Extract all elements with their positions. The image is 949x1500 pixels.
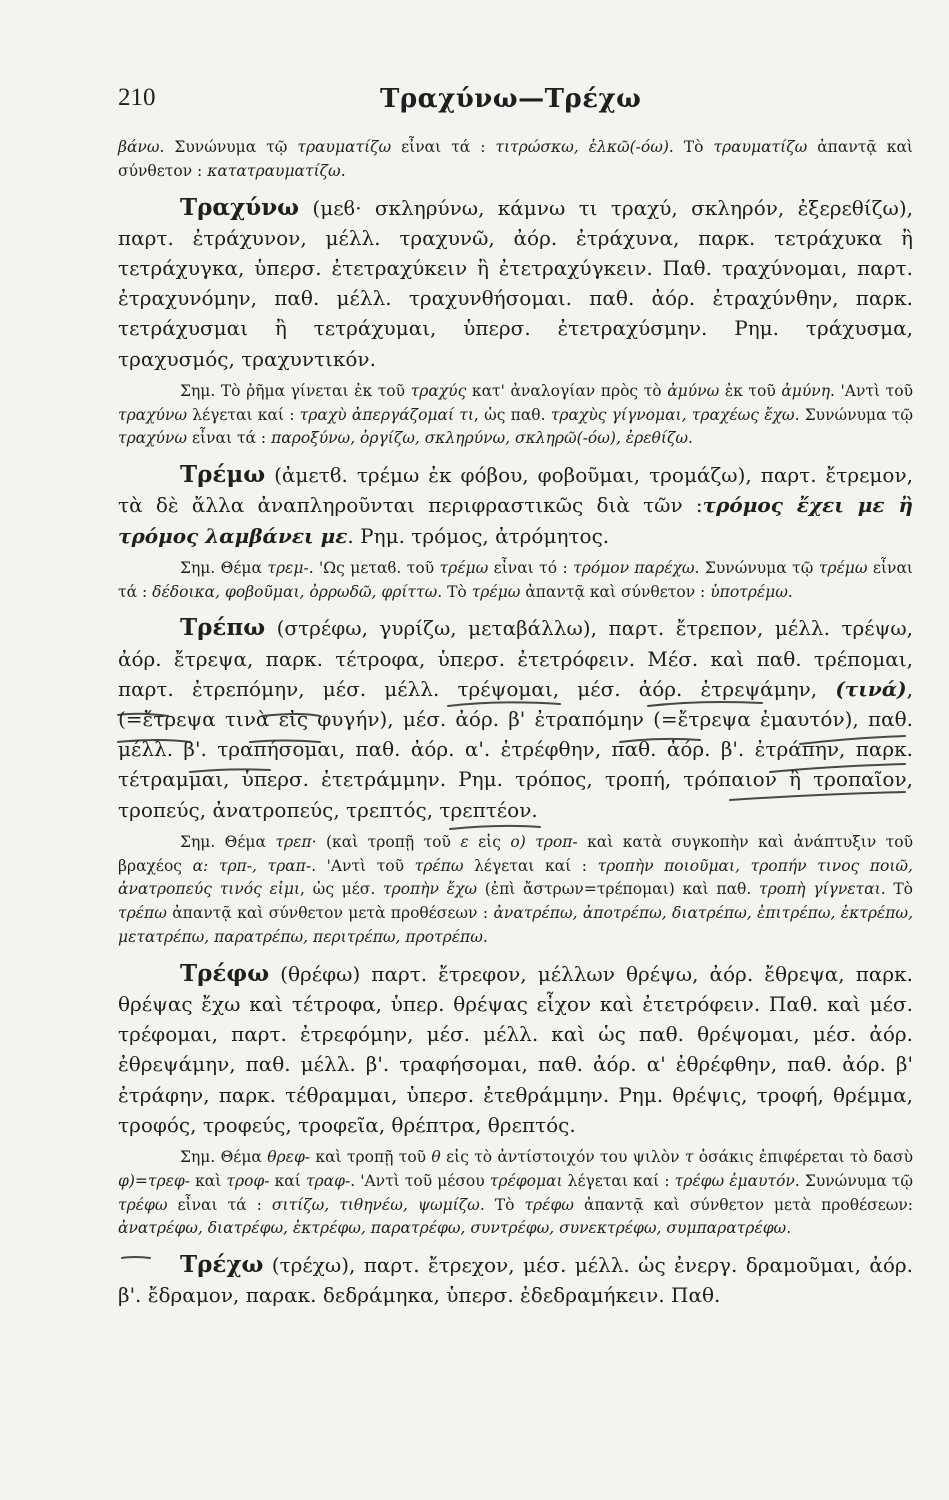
entry-text: τραχὺς γίγνομαι, τραχέως ἔχω [550, 405, 795, 424]
page-number: 210 [118, 84, 156, 111]
entry-text: λέγεται καί : [187, 405, 300, 424]
headword: Τρέπω [180, 614, 266, 642]
entry-text: (ἐπὶ ἄστρων=τρέπομαι) καὶ παθ. [477, 880, 760, 899]
entry-text: λέγεται καί : [463, 856, 598, 875]
entry-text: τιτρώσκω, ἑλκῶ(-όω) [495, 138, 669, 156]
entry-text: τρέπω [118, 904, 167, 923]
entry-text: εἶναι τά : [118, 558, 913, 601]
entry-note [118, 831, 913, 950]
entry-text: τροπὴ γίγνεται [759, 880, 881, 899]
entry-text: Σημ. Θέμα [180, 558, 268, 577]
entry-text: . Συνώνυμα τῷ [159, 138, 298, 156]
headword: Τρέχω [180, 1251, 264, 1279]
entry-text: εἰς [468, 832, 511, 851]
entry-text: . Συνώνυμα τῷ [794, 1171, 914, 1190]
entry-text: εἶναι τά : [167, 1195, 272, 1214]
entry-text: καὶ κατὰ συγκοπὴν καὶ ἀνάπτυξιν τοῦ βραχέος [118, 832, 914, 875]
entry-text: . 'Αντὶ τοῦ μέσου [350, 1171, 490, 1190]
entry-text: τρόμος ἔχει με ἢ τρόμος λαμβάνει με [118, 493, 913, 548]
entry-text: κατ' ἀναλογίαν πρὸς τὸ [466, 381, 668, 400]
entry-text: τ [684, 1148, 694, 1167]
entry-text: τροπὴν ποιοῦμαι, τροπήν τινος ποιῶ, ἀνατροπεύς τινός εἰμι [118, 856, 913, 899]
entry-text: τρέμω [818, 558, 868, 577]
entry-text: . 'Αντὶ τοῦ [311, 856, 415, 875]
entry-text: τρέφω [118, 1195, 168, 1214]
entry-text: . [482, 928, 488, 947]
entry-text: καὶ [189, 1171, 227, 1190]
entry-text: τραχὺ ἀπεργάζομαί τι [299, 405, 474, 424]
entry-text: ὑποτρέμω [710, 582, 788, 601]
entry-text: εἶναι τό : [488, 558, 574, 577]
page-header [118, 84, 889, 124]
entry-text: , ὡς παθ. [473, 405, 551, 424]
entry-text: ἀμύνη [781, 381, 831, 400]
entry-text: (θρέφω) παρτ. ἔτρεφον, μέλλων θρέψω, ἀόρ. ἔθρεψα, παρκ. θρέψας ἔχω καὶ τέτροφα, ὑπερ. θρέψας εἶχον καὶ ἐτετρόφειν. Παθ. καὶ μέσ. τρέφομαι, παρτ. ἐτρεφόμην, μέσ. μέλλ. καὶ ὡς παθ. θρέψομαι, μέσ. ἀόρ. ἐθρεψάμην, παθ. μέλλ. β'. τραφήσομαι, παθ. ἀόρ. α' ἐθρέφθην, παθ. ἀόρ. β' ἐτράφην, παρκ. τέθραμμαι, ὑπερσ. ἐτεθράμμην. Ρημ. θρέψις, τροφή, θρέμμα, τροφός, τροφεύς, τροφεῖα, θρέπτρα, θρεπτός. [118, 961, 913, 1137]
entry-text: (ἀμετϐ. τρέμω ἐκ φόβου, φοβοῦμαι, τρομάζω), παρτ. ἔτρεμον, τὰ δὲ ἄλλα ἀναπληροῦνται περιφραστικῶς διὰ τῶν : [118, 463, 913, 518]
entry-note [118, 136, 913, 184]
entry-text: τρεπ· [275, 832, 317, 851]
entry-text: καί [269, 1171, 306, 1190]
entry-text: εἶναι τά : [187, 429, 272, 448]
entry-text: κατατραυματίζω [207, 161, 341, 180]
entry-text: , ὡς μέσ. [300, 880, 384, 899]
entry-text: τραχύνω [118, 405, 188, 424]
headword: Τρέμω [180, 461, 266, 489]
entry-note [118, 380, 913, 451]
entry-note [118, 1146, 913, 1241]
entry-text: ἀνατρέφω, διατρέφω, ἐκτρέφω, παρατρέφω, συντρέφω, συνεκτρέφω, συμπαρατρέφω [118, 1219, 787, 1238]
entry-text: φ)=τρεφ- [118, 1171, 190, 1190]
entry-text: ἀπαντᾷ καὶ σύνθετον μετὰ προθέσεων : [166, 904, 494, 923]
entry-text: ἀπαντᾷ καὶ σύνθετον μετὰ προθέσεων: [573, 1195, 914, 1214]
entry-text: τρέφομαι [489, 1171, 563, 1190]
entry-text: , (=ἔτρεψα τινὰ εἰς φυγήν), μέσ. ἀόρ. β' ἐτραπόμην (=ἔτρεψα ἐμαυτόν), παθ. μέλλ. β'. τραπήσομαι, παθ. ἀόρ. α'. ἐτρέφθην, παθ. ἀόρ. β'. ἐτράπην, παρκ. τέτραμμαι, ὑπερσ. ἐτετράμμην. Ρημ. τρόπος, τροπή, τρόπαιον ἢ τροπαῖον, τροπεύς, ἀνατροπεύς, τρεπτός, τρεπτέον. [118, 676, 913, 822]
entry-text: . Τὸ [437, 582, 472, 601]
entry-text: λέγεται καί : [562, 1171, 675, 1190]
entry-text: (μεϐ· σκληρύνω, κάμνω τι τραχύ, σκληρόν, ἐξερεθίζω), παρτ. ἐτράχυνον, μέλλ. τραχυνῶ, ἀόρ. ἐτράχυνα, παρκ. τετράχυκα ἢ τετράχυγκα, ὑπερσ. ἐτετραχύκειν ἢ ἐτετραχύγκειν. Παθ. τραχύνομαι, παρτ. ἐτραχυνόμην, παθ. μέλλ. τραχυνθήσομαι. παθ. ἀόρ. ἐτραχύνθην, παρκ. τετράχυσμαι ἢ τετράχυμαι, ὑπερσ. ἐτετραχύσμην. Ρημ. τράχυσμα, τραχυσμός, τραχυντικόν. [118, 195, 913, 371]
dictionary-entry [118, 460, 913, 551]
entry-text: τρόμον παρέχω [573, 558, 695, 577]
entry-text: . Συνώνυμα τῷ [794, 405, 913, 424]
entry-text: τρεμ- [267, 558, 309, 577]
entry-text: καὶ τροπῇ τοῦ [310, 1148, 432, 1167]
running-title: Τραχύνω—Τρέχω [380, 84, 642, 114]
page-body [118, 136, 913, 1311]
entry-text: (τρέχω), παρτ. ἔτρεχον, μέσ. μέλλ. ὡς ἐνεργ. δραμοῦμαι, ἀόρ. β'. ἔδραμον, παρακ. δεδράμηκα, ὑπερσ. ἐδεδραμήκειν. Παθ. [118, 1253, 913, 1308]
entry-text: δέδοικα, φοβοῦμαι, ὀρρωδῶ, φρίττω [152, 582, 438, 601]
entry-text: (καὶ τροπῇ τοῦ [316, 832, 461, 851]
entry-text: . [340, 161, 346, 180]
headword: Τρέφω [180, 959, 270, 987]
dictionary-entry [118, 613, 913, 824]
entry-text: ἀμύνω [667, 381, 720, 400]
entry-text: ἀπαντᾷ καὶ σύνθετον : [118, 138, 913, 180]
entry-text: ο) τροπ- [510, 832, 578, 851]
entry-note [118, 557, 913, 605]
entry-text: εἶναι τά : [391, 138, 496, 156]
dictionary-entry [118, 193, 913, 374]
entry-text: θρεφ- [267, 1148, 311, 1167]
entry-text: τρέπω [414, 856, 464, 875]
entry-text: τραχύς [410, 381, 467, 400]
entry-text: . 'Ως μεταϐ. τοῦ [308, 558, 440, 577]
dictionary-entry [118, 959, 913, 1140]
entry-text: τραφ- [305, 1171, 351, 1190]
entry-text: τρέφω [524, 1195, 574, 1214]
entry-text: τραχύνω [118, 429, 188, 448]
entry-text: τρέφω ἐμαυτόν [674, 1171, 795, 1190]
entry-text: βάνω [118, 138, 160, 156]
entry-text: ἐκ τοῦ [719, 381, 782, 400]
entry-text: . Τὸ [880, 880, 913, 899]
entry-text: (στρέφω, γυρίζω, μεταβάλλω), παρτ. ἔτρεπον, μέλλ. τρέψω, ἀόρ. ἔτρεψα, παρκ. τέτροφα, ὑπερσ. ἐτετρόφειν. Μέσ. καὶ παθ. τρέπομαι, παρτ. ἐτρεπόμην, μέσ. μέλλ. τρέψομαι, μέσ. ἀόρ. ἐτρεψάμην, [118, 616, 913, 701]
entry-text: τροπὴν ἔχω [383, 880, 478, 899]
entry-text: ἀπαντᾷ καὶ σύνθετον : [520, 582, 711, 601]
entry-text: Σημ. Θέμα [180, 1148, 268, 1167]
entry-text: . Συνώνυμα τῷ [694, 558, 819, 577]
entry-text: τραυματίζω [713, 138, 808, 156]
entry-text: α: τρπ-, τραπ- [192, 856, 312, 875]
entry-text: ἀνατρέπω, ἀποτρέπω, διατρέπω, ἐπιτρέπω, ἐκτρέπω, μετατρέπω, παρατρέπω, περιτρέπω, προτρέπω [118, 904, 914, 947]
entry-text: . 'Αντὶ τοῦ [830, 381, 913, 400]
entry-text: εἰς τὸ ἀντίστοιχόν του ψιλὸν [440, 1148, 685, 1167]
dictionary-entry [118, 1250, 913, 1310]
entry-text: . Τὸ [668, 138, 714, 156]
entry-text: τρέμω [439, 558, 489, 577]
entry-text: . [786, 1219, 792, 1238]
entry-text: ε [460, 832, 469, 851]
entry-text: Σημ. Τὸ ῥῆμα γίνεται ἐκ τοῦ [180, 381, 411, 400]
entry-text: . Ρημ. τρόμος, ἀτρόμητος. [347, 523, 610, 548]
entry-text: (τινά) [835, 676, 907, 701]
entry-text: . Τὸ [479, 1195, 525, 1214]
headword: Τραχύνω [180, 193, 300, 221]
entry-text: Σημ. Θέμα [180, 832, 276, 851]
entry-text: . [787, 582, 793, 601]
entry-text: . [688, 429, 693, 448]
entry-text: ὁσάκις ἐπιφέρεται τὸ δασὺ [693, 1148, 913, 1167]
entry-text: σιτίζω, τιθηνέω, ψωμίζω [271, 1195, 480, 1214]
entry-text: τραυματίζω [297, 138, 392, 156]
entry-text: παροξύνω, ὀργίζω, σκληρύνω, σκληρῶ(-όω), ἐρεθίζω [271, 429, 688, 448]
entry-text: τρέμω [471, 582, 521, 601]
entry-text: θ [431, 1148, 441, 1167]
entry-text: τροφ- [226, 1171, 270, 1190]
